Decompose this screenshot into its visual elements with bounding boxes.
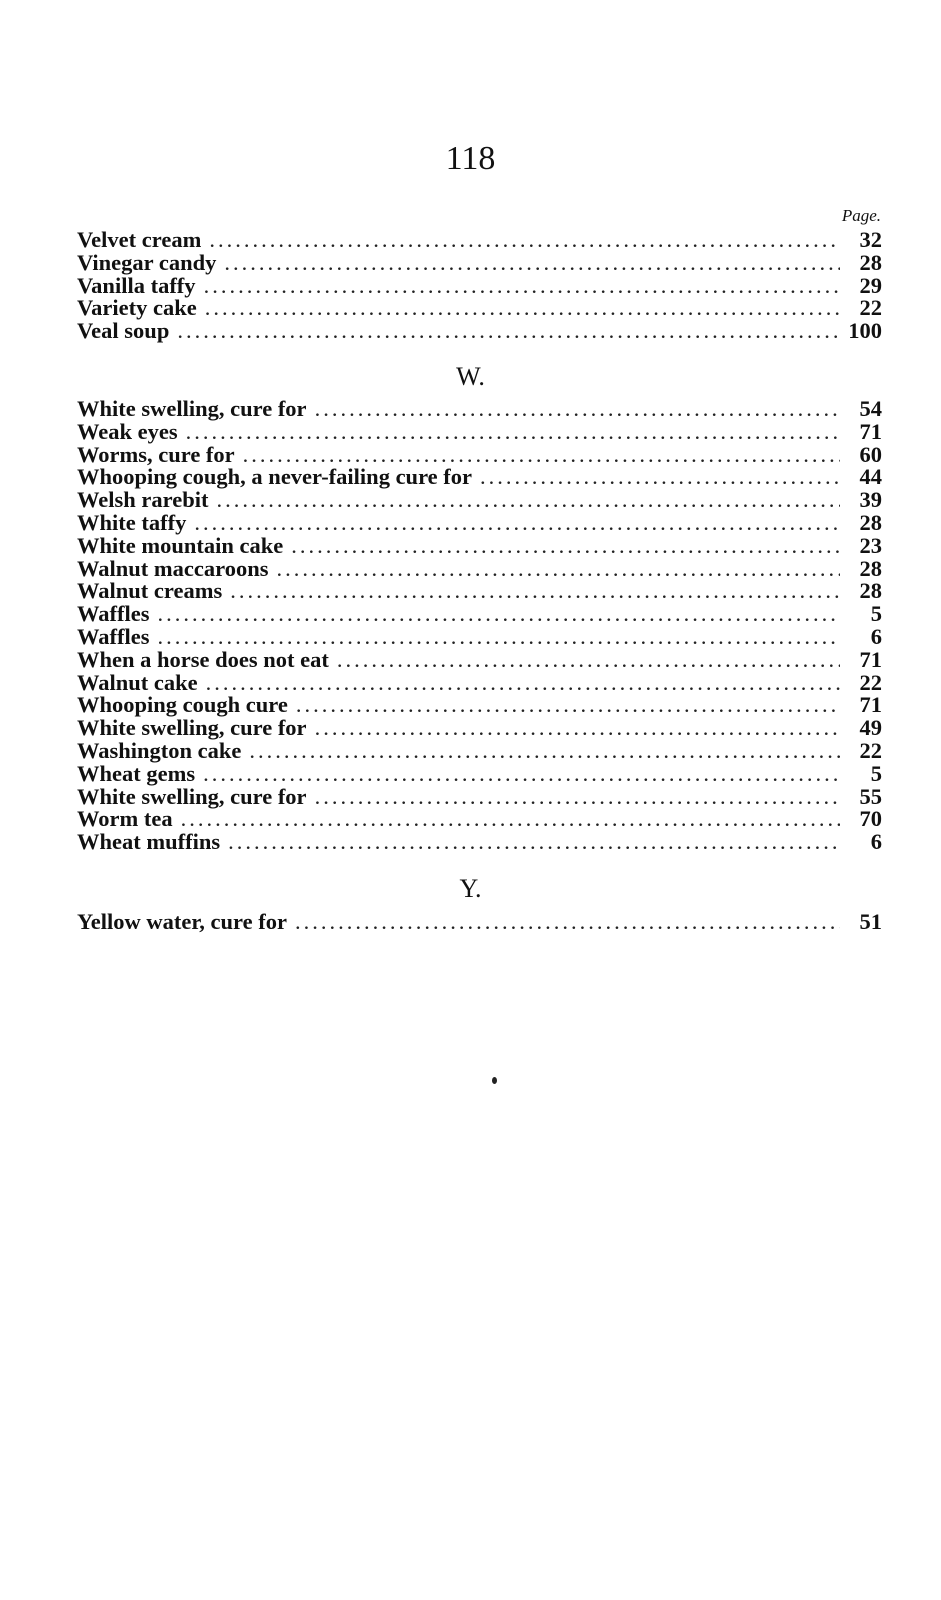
entry-page: 22: [859, 669, 882, 695]
dot-leader: [186, 421, 840, 444]
entry-label: Washington cake: [77, 737, 242, 763]
page-number: 118: [445, 140, 496, 177]
index-section-v: [77, 229, 882, 343]
entry-page: 71: [859, 418, 882, 444]
entry-label: Walnut maccaroons: [77, 555, 269, 581]
entry-page: 100: [848, 318, 882, 344]
entry-page: 28: [859, 555, 882, 581]
entry-label: Yellow water, cure for: [77, 909, 287, 934]
index-entry: [77, 783, 882, 809]
entry-label: White swelling, cure for: [77, 783, 307, 809]
index-entry: [77, 623, 882, 649]
index-entry: [77, 646, 882, 672]
entry-page: 51: [859, 909, 882, 934]
entry-label: Weak eyes: [77, 418, 178, 444]
entry-page: 23: [859, 532, 882, 558]
dot-leader: [315, 398, 840, 421]
dot-leader: [337, 649, 840, 672]
dot-leader: [216, 489, 840, 512]
entry-page: 5: [870, 601, 882, 627]
dot-leader: [224, 252, 840, 275]
entry-page: 28: [859, 578, 882, 604]
dot-leader: [315, 717, 840, 740]
index-entry: [77, 297, 882, 320]
index-entry: [77, 509, 882, 535]
dot-leader: [243, 444, 840, 467]
entry-page: 71: [859, 692, 882, 718]
dot-leader: [158, 603, 841, 626]
index-entry: [77, 580, 882, 603]
entry-label: Variety cake: [77, 295, 197, 321]
dot-leader: [158, 626, 841, 649]
index-entry: [77, 603, 882, 626]
ink-speck: [492, 1077, 497, 1084]
entry-label: Worms, cure for: [77, 441, 235, 467]
entry-label: Vinegar candy: [77, 249, 217, 275]
entry-page: 49: [859, 715, 882, 741]
entry-label: Waffles: [77, 601, 150, 627]
entry-label: Vanilla taffy: [77, 272, 196, 298]
dot-leader: [480, 466, 840, 489]
entry-page: 44: [859, 464, 882, 490]
entry-label: Wheat muffins: [77, 829, 221, 855]
index-entry: [77, 398, 882, 421]
entry-label: Velvet cream: [77, 227, 202, 252]
dot-leader: [230, 580, 840, 603]
index-entry: [77, 737, 882, 763]
entry-label: Walnut cake: [77, 669, 198, 695]
entry-page: 6: [870, 623, 882, 649]
index-entry: [77, 911, 882, 934]
entry-page: 55: [859, 783, 882, 809]
dot-leader: [249, 740, 840, 763]
index-entry: [77, 249, 882, 275]
index-entry: [77, 320, 882, 343]
dot-leader: [296, 694, 840, 717]
dot-leader: [291, 535, 840, 558]
entry-page: 32: [859, 227, 882, 252]
entry-label: Walnut creams: [77, 578, 223, 604]
entry-page: 22: [859, 737, 882, 763]
index-entry: [77, 831, 882, 854]
dot-leader: [194, 512, 840, 535]
entry-page: 6: [870, 829, 882, 855]
index-entry: [77, 555, 882, 581]
index-entry: [77, 717, 882, 740]
index-section-y: [77, 911, 882, 934]
section-letter-w: W.: [456, 362, 485, 391]
dot-leader: [209, 229, 840, 252]
entry-page: 70: [859, 806, 882, 832]
index-entry: [77, 808, 882, 831]
entry-page: 5: [870, 760, 882, 786]
entry-page: 60: [859, 441, 882, 467]
index-entry: [77, 441, 882, 467]
entry-label: When a horse does not eat: [77, 646, 329, 672]
dot-leader: [206, 672, 840, 695]
index-entry: [77, 466, 882, 489]
entry-label: Waffles: [77, 623, 150, 649]
entry-page: 28: [859, 509, 882, 535]
dot-leader: [295, 911, 840, 934]
index-entry: [77, 272, 882, 298]
index-entry: [77, 694, 882, 717]
index-section-w: [77, 398, 882, 854]
index-entry: [77, 229, 882, 252]
index-entry: [77, 669, 882, 695]
index-entry: [77, 532, 882, 558]
entry-label: White taffy: [77, 509, 187, 535]
entry-label: Worm tea: [77, 806, 173, 832]
entry-label: White swelling, cure for: [77, 715, 307, 741]
entry-page: 39: [859, 487, 882, 513]
entry-page: 54: [859, 396, 882, 421]
entry-label: Veal soup: [77, 318, 170, 344]
entry-page: 29: [859, 272, 882, 298]
dot-leader: [203, 763, 840, 786]
section-letter-y: Y.: [459, 874, 482, 903]
page-column-heading: Page.: [841, 206, 881, 225]
entry-label: Whooping cough, a never-failing cure for: [77, 464, 472, 490]
dot-leader: [276, 558, 840, 581]
entry-label: White mountain cake: [77, 532, 284, 558]
dot-leader: [315, 786, 840, 809]
entry-page: 22: [859, 295, 882, 321]
entry-label: Welsh rarebit: [77, 487, 209, 513]
dot-leader: [177, 320, 840, 343]
dot-leader: [205, 297, 840, 320]
dot-leader: [181, 808, 840, 831]
index-entry: [77, 418, 882, 444]
entry-label: Whooping cough cure: [77, 692, 288, 718]
index-entry: [77, 489, 882, 512]
index-entry: [77, 760, 882, 786]
entry-page: 28: [859, 249, 882, 275]
dot-leader: [228, 831, 840, 854]
entry-page: 71: [859, 646, 882, 672]
dot-leader: [204, 275, 840, 298]
entry-label: Wheat gems: [77, 760, 196, 786]
entry-label: White swelling, cure for: [77, 396, 307, 421]
